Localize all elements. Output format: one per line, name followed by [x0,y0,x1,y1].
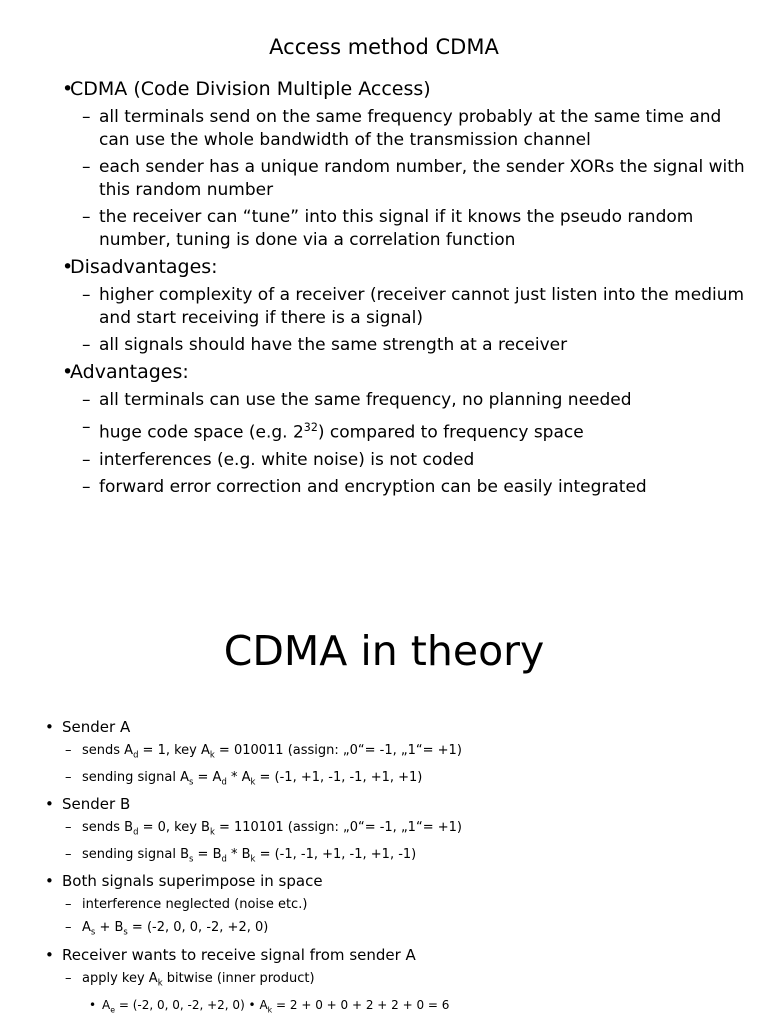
list-item: – interference neglected (noise etc.) [65,897,308,913]
list-item: – sends $A_d = 1$, key $A_k = 010011$ (assign: „0“= -1, „1“= +1) [65,743,462,760]
sender-b-heading: • Sender B [45,795,131,814]
list-item: – sending signal $B_s = B_d * B_k = (-1$, -1, +1, -1, +1, -1) [65,846,417,864]
list-item: – interferences (e.g. white noise) is not coded [82,449,475,470]
advantages-heading: •Advantages: [62,361,189,383]
cdma-heading: •CDMA (Code Division Multiple Access) [62,78,431,100]
sender-a-heading: • Sender A [45,718,131,736]
list-item: – forward error correction and encryption can be easily integrated [82,476,647,497]
slide-body [62,74,752,499]
slide-body [45,714,745,1019]
receiver-heading: • Receiver wants to receive signal from sender A [45,945,416,964]
list-item: – each sender has a unique random number, the sender XORs the signal with this random number [82,157,745,200]
slide-title: CDMA in theory [223,627,545,675]
list-item: • $A_e = (-2$, 0, 0, -2, +2, 0) • $A_k = 2 + 0 + 0 + 2 + 2 + 0 = 6$ [89,997,450,1014]
disadvantages-heading: •Disadvantages: [62,256,218,278]
list-item: – higher complexity of a receiver (receiver cannot just listen into the medium and start receiving if there is a signal) [82,285,745,328]
list-item: – $A_s + B_s = (-2$, 0, 0, -2, +2, 0) [65,920,269,937]
slide-title: Access method CDMA [269,35,499,59]
list-item: – sends $B_d = 0$, key $B_k = 110101$ (assign: „0“= -1, „1“= +1) [65,820,462,837]
list-item: – all terminals can use the same frequency, no planning needed [82,390,632,410]
list-item: – the receiver can “tune” into this signal if it knows the pseudo random number, tuning is done via a correlation function [82,207,694,250]
list-item-code-space: – huge code space (e.g. $2^{32}$) compared to frequency space [82,417,584,443]
list-item: – all terminals send on the same frequency probably at the same time and can use the whole bandwidth of the transmission channel [82,107,722,150]
list-item: – sending signal $A_s = A_d * A_k = (-1$, +1, -1, -1, +1, +1) [65,769,423,787]
superimpose-heading: • Both signals superimpose in space [45,872,323,891]
list-item: – all signals should have the same strength at a receiver [82,335,568,355]
slide-cdma-in-theory [0,560,768,1024]
list-item: – apply key $A_k$ bitwise (inner product) [65,970,315,988]
